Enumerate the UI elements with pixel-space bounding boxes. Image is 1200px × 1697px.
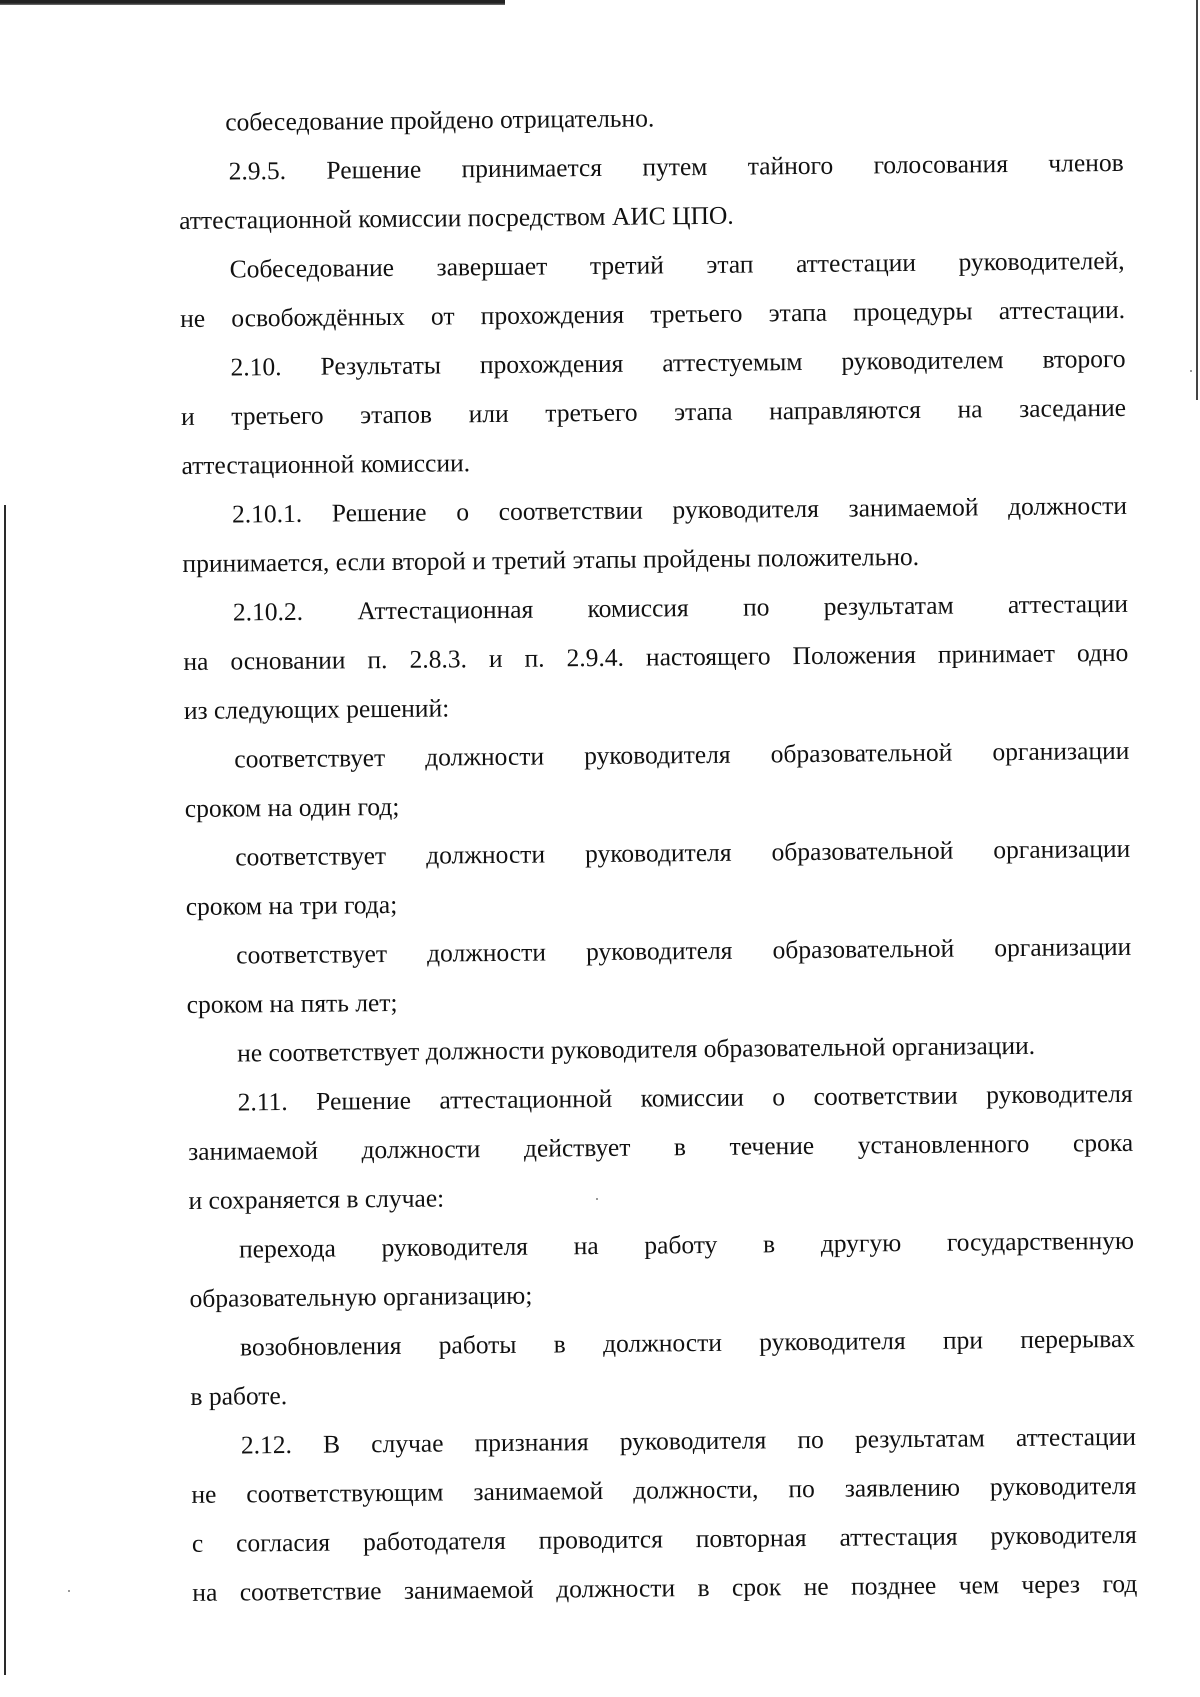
paragraph-line: не соответствует должности руководителя образовательной организации. <box>237 1030 1036 1068</box>
paragraph-line: сроком на один год; <box>184 791 400 823</box>
paragraph-line: не соответствующим занимаемой должности, по заявлению руководителя <box>191 1470 1137 1509</box>
paragraph-line: и сохраняется в случае: <box>188 1183 445 1215</box>
paragraph-line: в работе. <box>190 1381 288 1411</box>
paragraph-line: аттестационной комиссии. <box>181 448 471 480</box>
paragraph-line: 2.10.2. Аттестационная комиссия по результатам аттестации <box>232 588 1129 627</box>
paragraph-line: на соответствие занимаемой должности в срок не позднее чем через год <box>192 1568 1138 1607</box>
paragraph-line: 2.9.5. Решение принимается путем тайного голосования членов <box>228 147 1124 186</box>
paragraph-line: с согласия работодателя проводится повторная аттестация руководителя <box>191 1519 1137 1558</box>
scan-speck <box>1190 370 1192 372</box>
scan-edge-top <box>0 0 505 5</box>
scan-edge-right <box>1196 0 1198 400</box>
paragraph-line: собеседование пройдено отрицательно. <box>225 103 655 137</box>
paragraph-line: 2.10. Результаты прохождения аттестуемым руководителем второго <box>230 343 1126 382</box>
paragraph-line: не освобождённых от прохождения третьего этапа процедуры аттестации. <box>179 294 1126 333</box>
paragraph-line: 2.10.1. Решение о соответствии руководителя занимаемой должности <box>231 490 1128 529</box>
paragraph-line: соответствует должности руководителя образовательной организации <box>235 833 1131 872</box>
paragraph-line: возобновления работы в должности руководителя при перерывах <box>239 1323 1136 1362</box>
paragraph-line: из следующих решений: <box>183 693 450 725</box>
paragraph-line: сроком на три года; <box>185 889 398 921</box>
paragraph-line: перехода руководителя на работу в другую государственную <box>238 1225 1135 1264</box>
paragraph-line: принимается, если второй и третий этапы пройдены положительно. <box>182 541 920 578</box>
paragraph-line: на основании п. 2.8.3. и п. 2.9.4. настоящего Положения принимает одно <box>183 637 1129 676</box>
paragraph-line: аттестационной комиссии посредством АИС ЦПО. <box>179 200 734 235</box>
paragraph-line: сроком на пять лет; <box>186 987 398 1019</box>
paragraph-line: образовательную организацию; <box>189 1280 533 1313</box>
document-page <box>178 89 1138 1617</box>
paragraph-line: Собеседование завершает третий этап аттестации руководителей, <box>229 245 1125 284</box>
scan-edge-left <box>4 505 6 1675</box>
paragraph-line: 2.12. В случае признания руководителя по результатам аттестации <box>240 1421 1137 1460</box>
paragraph-line: занимаемой должности действует в течение установленного срока <box>187 1127 1134 1166</box>
paragraph-line: 2.11. Решение аттестационной комиссии о соответствии руководителя <box>237 1078 1133 1117</box>
scan-speck <box>68 1590 70 1592</box>
paragraph-line: и третьего этапов или третьего этапа направляются на заседание <box>180 392 1127 431</box>
paragraph-line: соответствует должности руководителя образовательной организации <box>236 931 1132 970</box>
paragraph-line: соответствует должности руководителя образовательной организации <box>234 735 1130 774</box>
